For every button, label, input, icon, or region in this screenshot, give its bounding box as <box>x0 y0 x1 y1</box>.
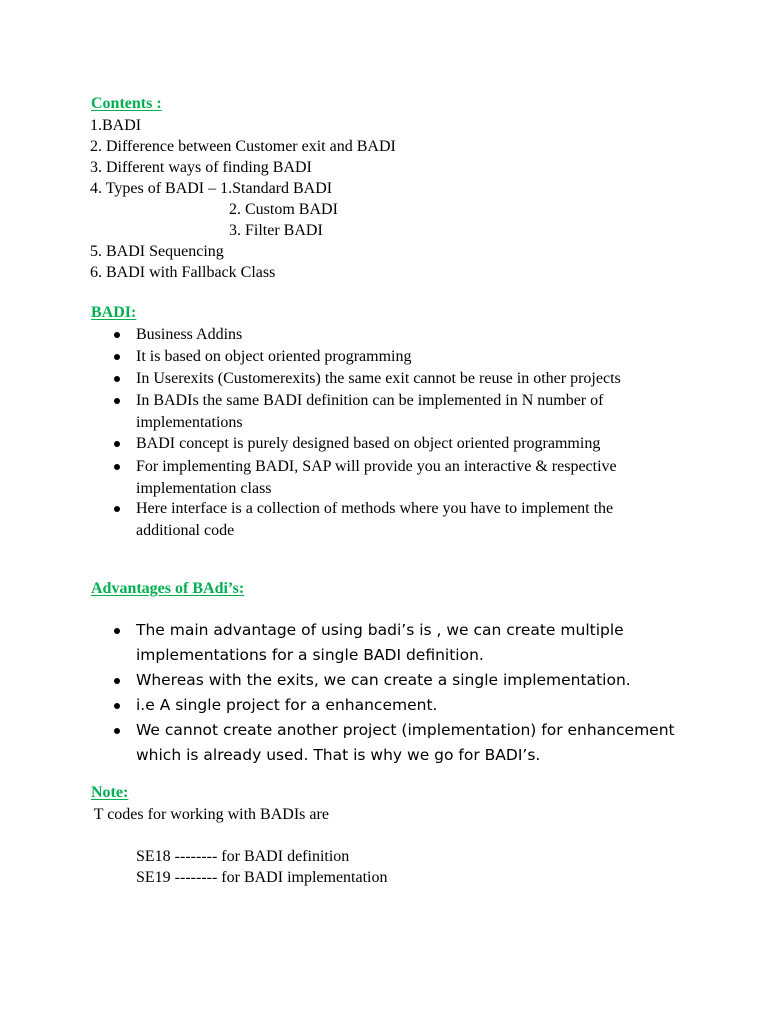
tcode-line: SE18 -------- for BADI definition <box>136 848 350 865</box>
contents-item: 4. Types of BADI – 1.Standard BADI <box>90 180 333 197</box>
bullet-text: In Userexits (Customerexits) the same exit cannot be reuse in other projects <box>136 370 621 387</box>
bullet-dot-icon <box>114 464 120 470</box>
bullet-text: It is based on object oriented programming <box>136 348 412 365</box>
badi-heading: BADI: <box>91 304 137 321</box>
bullet-dot-icon <box>114 332 120 338</box>
contents-item: 2. Custom BADI <box>229 201 338 218</box>
bullet-text: Business Addins <box>136 326 243 343</box>
bullet-text: Whereas with the exits, we can create a single implementation. <box>136 671 631 689</box>
bullet-text: i.e A single project for a enhancement. <box>136 696 438 714</box>
bullet-text: In BADIs the same BADI definition can be implemented in N number of implementations <box>136 392 604 431</box>
bullet-text: We cannot create another project (implementation) for enhancement which is already used. That is why we go for BADI’s. <box>136 721 675 764</box>
bullet-text: For implementing BADI, SAP will provide you an interactive & respective implementation class <box>136 458 617 497</box>
bullet-dot-icon <box>114 441 120 447</box>
bullet-dot-icon <box>114 398 120 404</box>
contents-item: 6. BADI with Fallback Class <box>90 264 276 281</box>
bullet-dot-icon <box>114 678 120 684</box>
bullet-dot-icon <box>114 628 120 634</box>
contents-item: 2. Difference between Customer exit and BADI <box>90 138 396 155</box>
contents-heading: Contents : <box>91 95 162 112</box>
contents-item: 3. Filter BADI <box>229 222 323 239</box>
contents-item: 3. Different ways of finding BADI <box>90 159 312 176</box>
bullet-dot-icon <box>114 703 120 709</box>
contents-item: 1.BADI <box>90 117 142 134</box>
note-intro: T codes for working with BADIs are <box>90 806 329 823</box>
bullet-text: The main advantage of using badi’s is , we can create multiple implementations for a single BADI definition. <box>136 621 624 664</box>
bullet-dot-icon <box>114 506 120 512</box>
bullet-dot-icon <box>114 354 120 360</box>
bullet-text: BADI concept is purely designed based on object oriented programming <box>136 435 601 452</box>
contents-item: 5. BADI Sequencing <box>90 243 224 260</box>
bullet-dot-icon <box>114 376 120 382</box>
note-heading: Note: <box>91 784 129 801</box>
advantages-heading: Advantages of BAdi’s: <box>91 580 245 597</box>
tcode-line: SE19 -------- for BADI implementation <box>136 869 388 886</box>
bullet-text: Here interface is a collection of methods where you have to implement the additional code <box>136 500 614 539</box>
bullet-dot-icon <box>114 728 120 734</box>
